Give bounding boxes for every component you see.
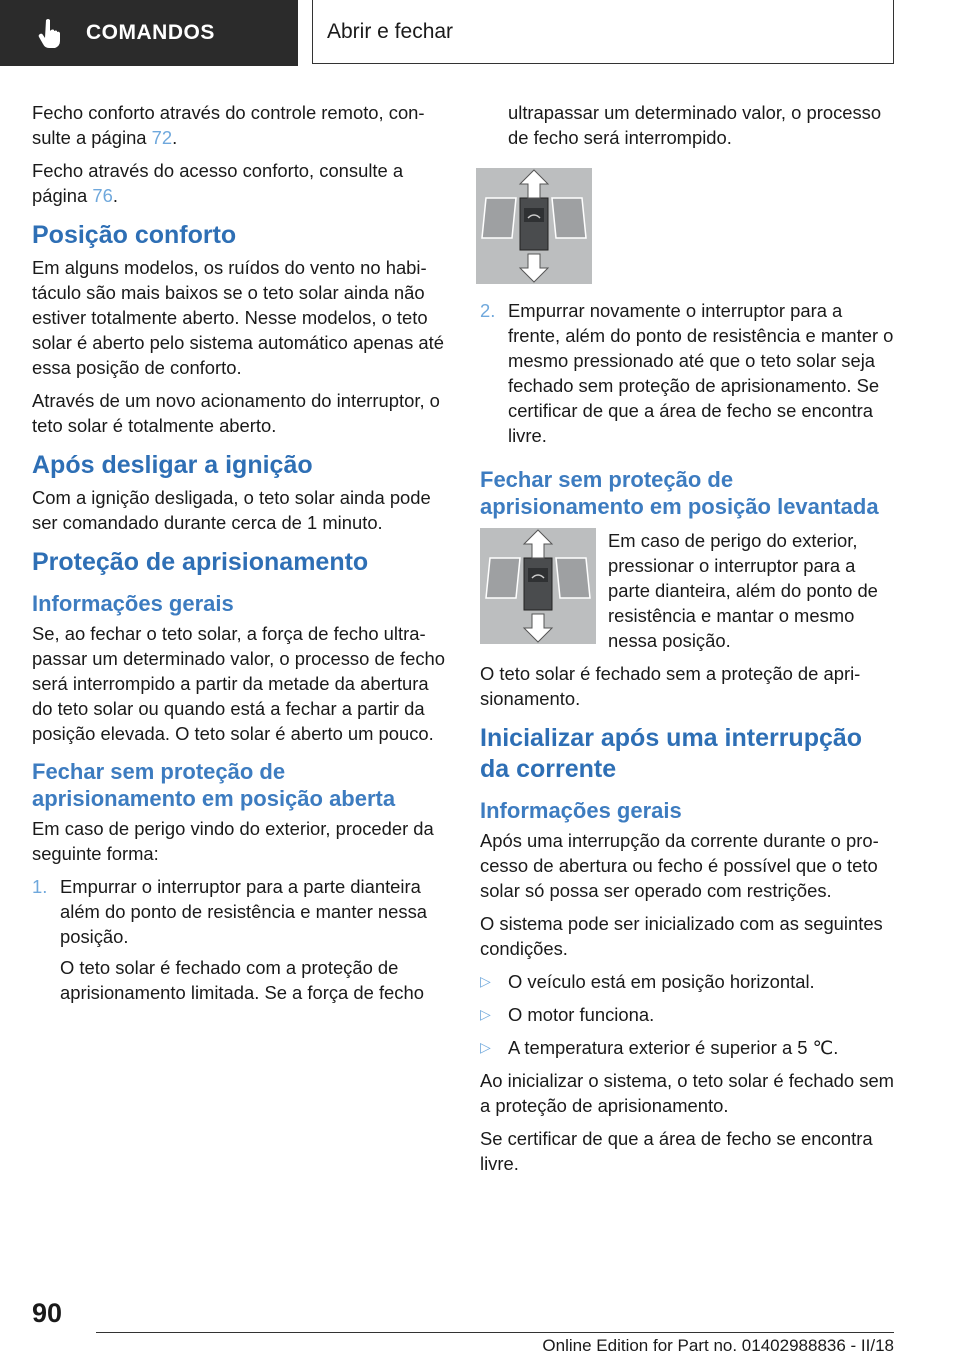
ignition-paragraph: Com a ignição desligada, o teto solar ainda pode ser comandado durante cerca de 1 minuto.: [32, 487, 431, 533]
section-title: COMANDOS: [86, 21, 215, 44]
list-item: ▷ O motor funciona.: [480, 1004, 655, 1025]
edition-note: Online Edition for Part no. 01402988836 - II/18: [542, 1336, 894, 1355]
hand-pointer-icon: [38, 18, 64, 48]
info-paragraph: Se, ao fechar o teto solar, a força de fecho ultrapassar um determinado valor, o processo de fecho será interrompido a partir da metade da abertura do teto solar ou quando está a fechar a partir da posição elevada. O teto solar é aberto um pouco.: [32, 623, 445, 744]
step-2: [480, 298, 898, 454]
triangle-bullet-icon: ▷: [480, 1039, 491, 1055]
heading-close-open-position: Fechar sem proteção de aprisionamento em posição aberta: [32, 759, 396, 811]
step-number: 2.: [480, 300, 496, 321]
list-item: ▷ O veículo está em posição horizontal.: [480, 971, 815, 992]
heading-pinch-protection: Proteção de aprisionamento: [32, 548, 369, 576]
list-item: ▷ A temperatura exterior é superior a 5 ℃.: [480, 1037, 839, 1058]
roof-switch-icon: [480, 528, 596, 644]
comfort-paragraph-1: Em alguns modelos, os ruídos do vento no habitáculo são mais baixos se o teto solar ainda não estiver totalmente aberto. Nesse modelos, o teto solar é aberto pelo sistema automático apenas até essa posição de conforto.: [32, 257, 444, 378]
page-link-72[interactable]: 72: [151, 127, 173, 148]
switch-illustration-2: [480, 528, 596, 644]
init-paragraph-2: O sistema pode ser inicializado com as seguintes condições.: [480, 913, 883, 959]
heading-init-after-interruption: Inicializar após uma interrupção da corrente: [480, 724, 863, 783]
chapter-tab: [312, 0, 894, 64]
heading-general-info-2: Informações gerais: [480, 798, 682, 823]
page-link-76[interactable]: 76: [92, 185, 113, 206]
paragraph-remote: Fecho conforto através do controle remoto, consulte a página 72.: [32, 102, 425, 148]
step-1-text: Empurrar o interruptor para a parte dianteira além do ponto de resistência e manter nessa posição.: [60, 876, 428, 947]
raised-paragraph-2: O teto solar é fechado sem a proteção de aprisionamento.: [480, 663, 861, 709]
triangle-bullet-icon: ▷: [480, 1006, 491, 1022]
paragraph-comfort-access: Fecho através do acesso conforto, consulte a página 76.: [32, 160, 404, 206]
step-1: [32, 874, 450, 1011]
page-header: [0, 0, 960, 66]
step-2-text: Empurrar novamente o interruptor para a frente, além do ponto de resistência e manter o mesmo pressionado até que o teto solar seja fechado sem proteção de aprisionamento. Se certificar de que a área de fecho se encontra livre.: [508, 300, 894, 446]
chapter-title: Abrir e fechar: [327, 19, 454, 43]
comfort-paragraph-2: Através de um novo acionamento do interruptor, o teto solar é totalmente aberto.: [32, 390, 440, 436]
init-paragraph-1: Após uma interrupção da corrente durante o processo de abertura ou fecho é possível que o teto solar só possa ser operado com restrições.: [480, 830, 879, 901]
footer-divider: [96, 1332, 894, 1333]
raised-paragraph-1: Em caso de perigo do exterior, pressionar o interruptor para a parte dianteira, além do ponto de resistência e mantar o mesmo nessa posição.: [608, 530, 878, 651]
close-open-paragraph: Em caso de perigo vindo do exterior, proceder da seguinte forma:: [32, 818, 434, 864]
raised-block: [480, 528, 898, 661]
roof-switch-icon: [476, 168, 592, 284]
continued-paragraph: ultrapassar um determinado valor, o processo de fecho será interrompido.: [508, 102, 882, 148]
step-1-result: O teto solar é fechado com a proteção de aprisionamento limitada. Se a força de fecho: [60, 957, 424, 1003]
step-number: 1.: [32, 876, 48, 897]
heading-comfort-position: Posição conforto: [32, 221, 237, 249]
init-paragraph-4: Se certificar de que a área de fecho se encontra livre.: [480, 1128, 873, 1174]
left-column: [32, 100, 450, 1019]
heading-after-ignition: Após desligar a ignição: [32, 451, 313, 479]
heading-general-info: Informações gerais: [32, 591, 234, 616]
triangle-bullet-icon: ▷: [480, 973, 491, 989]
right-column: [480, 100, 898, 1184]
section-tab: [0, 0, 298, 66]
init-paragraph-3: Ao inicializar o sistema, o teto solar é fechado sem a proteção de aprisionamento.: [480, 1070, 894, 1116]
heading-close-raised-position: Fechar sem proteção de aprisionamento em posição levantada: [480, 467, 879, 519]
switch-illustration: [476, 168, 592, 284]
page-number: 90: [32, 1298, 63, 1328]
